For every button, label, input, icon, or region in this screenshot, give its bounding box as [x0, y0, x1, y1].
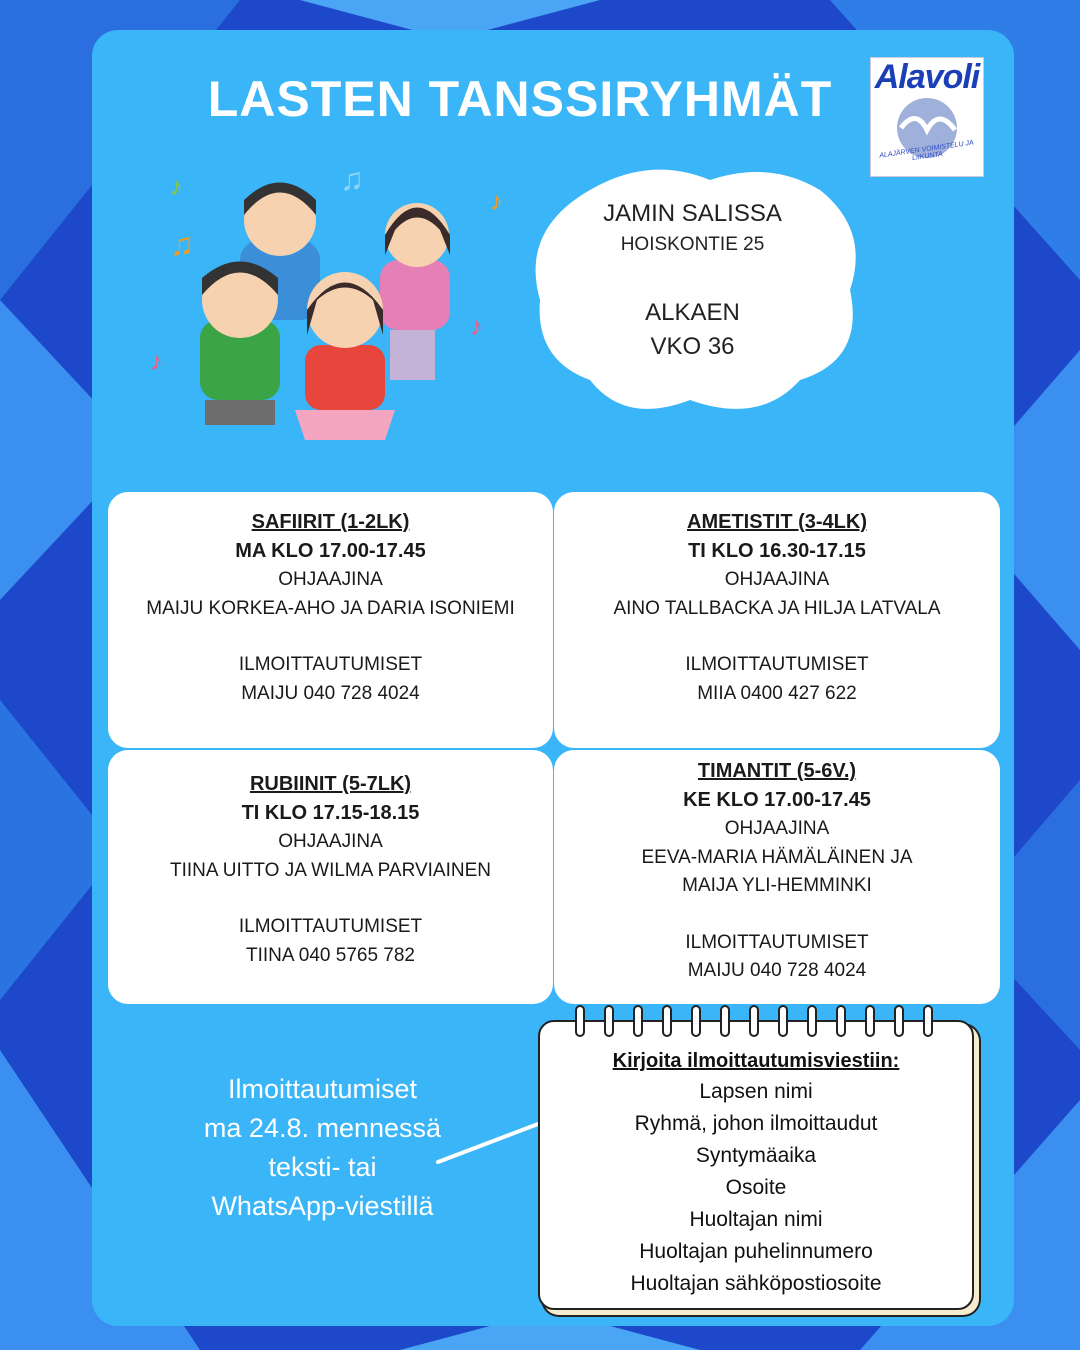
- group-time: MA KLO 17.00-17.45: [235, 540, 426, 562]
- group-card-rubiinit: [110, 752, 551, 1002]
- group-card-safiirit: [110, 494, 551, 746]
- club-logo: [870, 57, 984, 177]
- svg-text:♫: ♫: [170, 226, 194, 262]
- ring: [866, 1006, 874, 1036]
- location-info: [545, 200, 840, 364]
- deadline-line: ma 24.8. mennessä: [203, 1113, 442, 1143]
- signup-label: ILMOITTAUTUMISET: [238, 654, 423, 675]
- start-week: VKO 36: [650, 333, 735, 360]
- ring: [605, 1006, 613, 1036]
- deadline-line: WhatsApp-viestillä: [211, 1191, 434, 1221]
- instructors-label: OHJAAJINA: [278, 831, 383, 852]
- deadline-line: teksti- tai: [268, 1152, 377, 1182]
- pointer-line: [432, 1118, 542, 1168]
- group-time: KE KLO 17.00-17.45: [683, 789, 871, 811]
- notepad-item: Huoltajan nimi: [689, 1208, 823, 1231]
- signup-label: ILMOITTAUTUMISET: [685, 931, 869, 953]
- page-title: LASTEN TANSSIRYHMÄT: [207, 71, 833, 127]
- svg-text:♪: ♪: [150, 346, 163, 376]
- signup-contact: MAIJU 040 728 4024: [687, 960, 867, 981]
- group-time: TI KLO 16.30-17.15: [688, 540, 866, 562]
- hall-name: JAMIN SALISSA: [603, 200, 782, 227]
- group-name: SAFIIRIT (1-2LK): [251, 511, 410, 533]
- instructors: EEVA-MARIA HÄMÄLÄINEN JA: [641, 846, 913, 868]
- notepad-item: Huoltajan sähköpostiosoite: [630, 1272, 882, 1295]
- signup-contact: TIINA 040 5765 782: [245, 944, 415, 966]
- dancing-children-illustration: [145, 160, 525, 460]
- group-name: AMETISTIT (3-4LK): [687, 511, 867, 533]
- group-name: RUBIINIT (5-7LK): [249, 773, 412, 795]
- ring: [721, 1006, 729, 1036]
- logo-wordmark: Alavoli: [874, 58, 980, 96]
- notepad: [538, 1020, 974, 1310]
- notepad-item: Osoite: [725, 1176, 787, 1199]
- notepad-rings-icon: [560, 1004, 960, 1044]
- signup-label: ILMOITTAUTUMISET: [685, 654, 869, 675]
- signup-contact: MIIA 0400 427 622: [697, 682, 857, 704]
- svg-text:♫: ♫: [340, 161, 364, 197]
- svg-text:♪: ♪: [470, 311, 483, 341]
- start-label: ALKAEN: [645, 299, 740, 326]
- ring: [634, 1006, 642, 1036]
- notepad-item: Lapsen nimi: [699, 1080, 813, 1103]
- group-card-timantit: [556, 752, 998, 1002]
- logo-tagline: ALAJÄRVEN VOIMISTELU JA LIIKUNTA: [878, 139, 975, 163]
- ring: [663, 1006, 671, 1036]
- group-name: TIMANTIT (5-6V.): [697, 760, 857, 782]
- notepad-item: Ryhmä, johon ilmoittaudut: [634, 1112, 878, 1135]
- ring: [924, 1006, 932, 1036]
- deadline-line: Ilmoittautumiset: [227, 1074, 418, 1104]
- ring: [692, 1006, 700, 1036]
- instructors-label: OHJAAJINA: [724, 818, 830, 839]
- signup-contact: MAIJU 040 728 4024: [241, 682, 420, 704]
- ring: [576, 1006, 584, 1036]
- instructors-label: OHJAAJINA: [724, 569, 830, 590]
- ring: [750, 1006, 758, 1036]
- ring: [837, 1006, 845, 1036]
- instructors-label: OHJAAJINA: [278, 569, 383, 590]
- hall-address: HOISKONTIE 25: [620, 234, 765, 255]
- instructors: AINO TALLBACKA JA HILJA LATVALA: [613, 597, 941, 619]
- instructors: TIINA UITTO JA WILMA PARVIAINEN: [170, 859, 491, 881]
- instructors-line-2: MAIJA YLI-HEMMINKI: [682, 875, 872, 896]
- ring: [779, 1006, 787, 1036]
- group-card-ametistit: [556, 494, 998, 746]
- notepad-item: Syntymäaika: [695, 1144, 817, 1167]
- svg-text:♪: ♪: [490, 186, 503, 216]
- notepad-item: Huoltajan puhelinnumero: [639, 1240, 873, 1263]
- group-time: TI KLO 17.15-18.15: [241, 802, 420, 824]
- ring: [808, 1006, 816, 1036]
- instructors: MAIJU KORKEA-AHO JA DARIA ISONIEMI: [146, 597, 515, 619]
- ring: [895, 1006, 903, 1036]
- signup-label: ILMOITTAUTUMISET: [238, 916, 423, 937]
- notepad-heading: Kirjoita ilmoittautumisviestiin:: [612, 1050, 900, 1072]
- svg-text:♪: ♪: [170, 171, 183, 201]
- deadline-note: [190, 1070, 455, 1226]
